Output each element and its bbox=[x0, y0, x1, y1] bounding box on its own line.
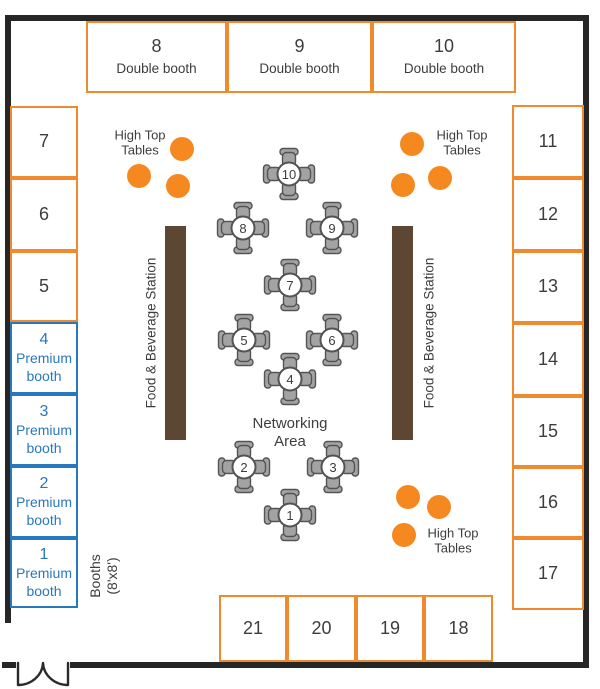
booth-5 bbox=[10, 251, 78, 322]
svg-text:7: 7 bbox=[286, 278, 294, 293]
booth-17 bbox=[512, 538, 584, 610]
booth-15 bbox=[512, 396, 584, 467]
booth-sublabel: Premium bbox=[15, 422, 72, 438]
high-top-tables-label-line: High Top bbox=[427, 525, 479, 541]
food-beverage-station-label: Food & Beverage Station bbox=[421, 257, 437, 409]
booth-3 bbox=[10, 394, 78, 466]
high-top-tables-label bbox=[114, 128, 165, 159]
booth-10 bbox=[372, 21, 516, 93]
high-top-table-circle bbox=[427, 495, 451, 519]
high-top-tables-label-line: High Top bbox=[436, 127, 488, 143]
booth-6 bbox=[10, 178, 78, 251]
high-top-table-circle bbox=[127, 164, 151, 188]
networking-table-6 bbox=[303, 311, 361, 369]
high-top-table-circle bbox=[428, 166, 452, 190]
booth-9 bbox=[227, 21, 372, 93]
networking-table-9 bbox=[303, 199, 361, 257]
booth-sublabel: Premium bbox=[15, 565, 72, 581]
booth-number: 17 bbox=[537, 563, 559, 584]
booth-size-label bbox=[87, 536, 121, 616]
booth-number: 11 bbox=[538, 130, 558, 151]
high-top-table-circle bbox=[170, 137, 194, 161]
high-top-tables-label-line: Tables bbox=[434, 541, 472, 556]
booth-number: 7 bbox=[38, 131, 49, 152]
booth-2 bbox=[10, 466, 78, 538]
booth-number: 13 bbox=[537, 276, 559, 297]
networking-table-7 bbox=[261, 256, 319, 314]
svg-text:3: 3 bbox=[329, 460, 337, 475]
booth-13 bbox=[512, 251, 584, 323]
booth-sublabel: Double booth bbox=[259, 60, 340, 76]
networking-area-label-line1: Networking bbox=[252, 415, 328, 432]
high-top-table-circle bbox=[166, 174, 190, 198]
booth-8 bbox=[86, 21, 227, 93]
networking-table-3 bbox=[304, 438, 362, 496]
high-top-table-circle bbox=[392, 523, 416, 547]
high-top-table-circle bbox=[391, 173, 415, 197]
booth-21 bbox=[219, 595, 287, 662]
high-top-tables-label-line: Tables bbox=[443, 143, 481, 158]
svg-text:5: 5 bbox=[240, 333, 248, 348]
booth-number: 12 bbox=[537, 203, 559, 224]
booth-number: 5 bbox=[38, 275, 49, 296]
booth-sublabel: Double booth bbox=[116, 60, 197, 76]
booth-19 bbox=[356, 595, 424, 662]
booth-number: 4 bbox=[39, 331, 49, 349]
food-beverage-station-bar-left bbox=[165, 226, 186, 440]
booth-20 bbox=[287, 595, 356, 662]
networking-table-5 bbox=[215, 311, 273, 369]
booth-sublabel: booth bbox=[26, 439, 62, 456]
food-beverage-station-label: Food & Beverage Station bbox=[143, 257, 159, 409]
high-top-tables-label-line: Tables bbox=[121, 143, 159, 158]
booth-number: 8 bbox=[151, 36, 162, 56]
high-top-table-circle bbox=[400, 132, 424, 156]
booth-number: 19 bbox=[379, 617, 401, 638]
networking-table-10 bbox=[260, 145, 318, 203]
svg-text:9: 9 bbox=[328, 221, 336, 236]
booth-number: 1 bbox=[39, 546, 49, 564]
booth-14 bbox=[512, 323, 584, 396]
booth-number: 16 bbox=[537, 491, 559, 512]
booth-number: 21 bbox=[242, 617, 264, 638]
svg-text:6: 6 bbox=[328, 333, 336, 348]
wall-bottom bbox=[70, 662, 589, 668]
booth-number: 2 bbox=[39, 475, 49, 493]
high-top-tables-label-line: High Top bbox=[114, 127, 166, 143]
booth-1 bbox=[10, 538, 78, 608]
booth-number: 15 bbox=[537, 420, 559, 441]
booth-18 bbox=[424, 595, 493, 662]
booth-size-label-line2: (8'x8') bbox=[104, 557, 120, 595]
booth-size-label-line1: Booths bbox=[87, 554, 104, 598]
booth-number: 10 bbox=[433, 36, 455, 56]
booth-16 bbox=[512, 467, 584, 538]
high-top-tables-label bbox=[436, 128, 487, 159]
entrance-door-icon bbox=[13, 660, 73, 689]
booth-7 bbox=[10, 106, 78, 178]
svg-text:4: 4 bbox=[286, 372, 294, 387]
booth-sublabel: Premium bbox=[15, 494, 72, 510]
booth-11 bbox=[512, 105, 584, 178]
booth-sublabel: Premium bbox=[15, 350, 72, 366]
svg-text:10: 10 bbox=[281, 167, 297, 182]
networking-area-label-line2: Area bbox=[274, 433, 306, 451]
booth-sublabel: Double booth bbox=[403, 60, 485, 76]
booth-sublabel: booth bbox=[26, 367, 62, 384]
booth-number: 20 bbox=[311, 617, 332, 638]
food-beverage-station-bar-right bbox=[392, 226, 413, 440]
high-top-tables-label bbox=[427, 526, 478, 557]
booth-4 bbox=[10, 322, 78, 394]
svg-text:2: 2 bbox=[240, 460, 248, 475]
booth-sublabel: booth bbox=[26, 582, 62, 599]
networking-table-2 bbox=[215, 438, 273, 496]
high-top-table-circle bbox=[396, 485, 420, 509]
svg-text:1: 1 bbox=[286, 508, 294, 523]
svg-text:8: 8 bbox=[239, 221, 247, 236]
booth-number: 3 bbox=[39, 403, 49, 421]
booth-number: 9 bbox=[294, 36, 305, 56]
booth-number: 14 bbox=[537, 348, 559, 369]
booth-number: 6 bbox=[38, 203, 49, 224]
booth-number: 18 bbox=[448, 617, 469, 638]
booth-12 bbox=[512, 178, 584, 251]
booth-sublabel: booth bbox=[26, 511, 62, 528]
networking-table-8 bbox=[214, 199, 272, 257]
